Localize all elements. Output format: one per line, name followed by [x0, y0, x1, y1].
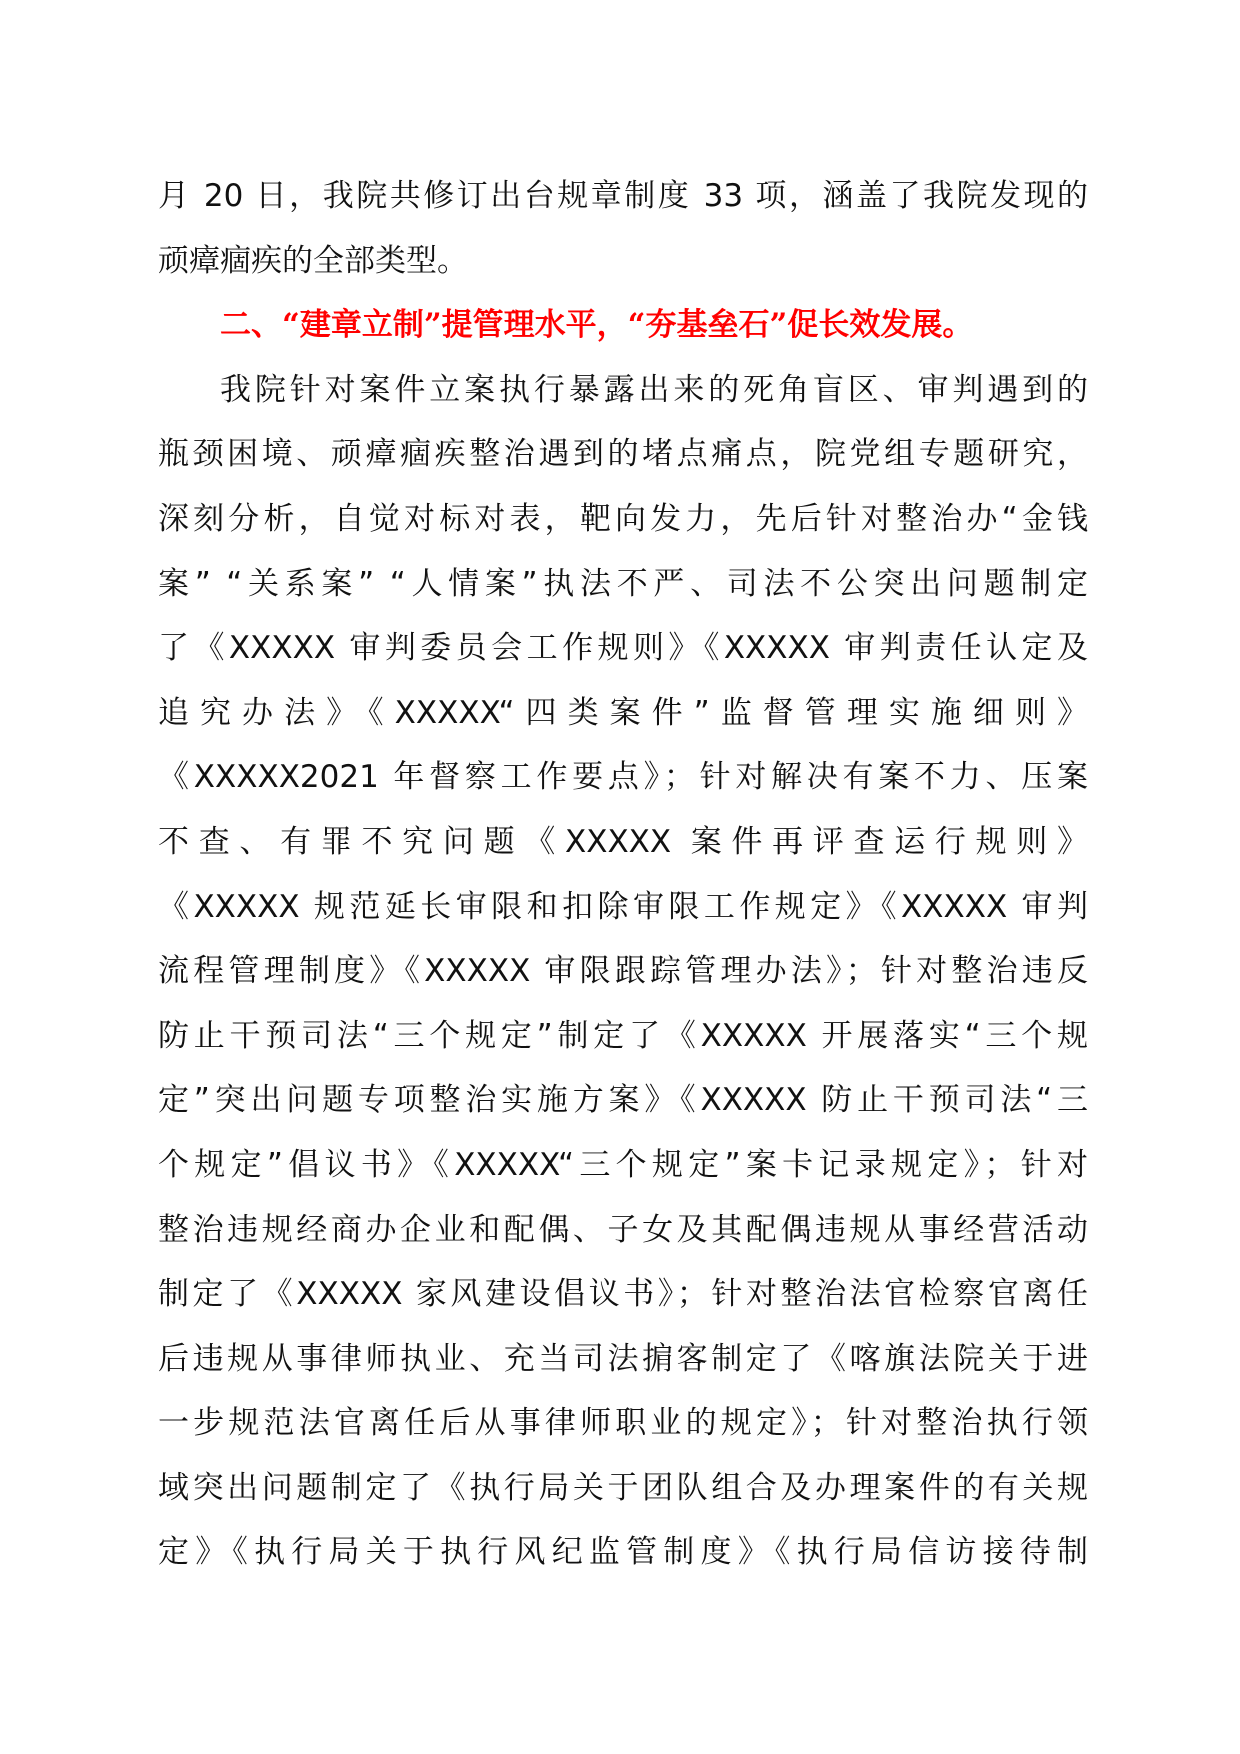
body-line: 月 20 日，我院共修订出台规章制度 33 项，涵盖了我院发现的 [158, 178, 1088, 214]
body-line: 一步规范法官离任后从事律师职业的规定》；针对整治执行领 [158, 1405, 1088, 1442]
body-line: 定》《执行局关于执行风纪监管制度》《执行局信访接待制 [158, 1534, 1088, 1571]
body-line: 追究办法》《XXXXX“四类案件”监督管理实施细则》 [158, 694, 1088, 731]
section-heading: 二、“建章立制”提管理水平，“夯基垒石”促长效发展。 [220, 307, 974, 344]
body-line: 顽瘴痼疾的全部类型。 [158, 242, 468, 279]
body-line: 后违规从事律师执业、充当司法掮客制定了《喀旗法院关于进 [158, 1340, 1088, 1377]
body-line: 个规定”倡议书》《XXXXX“三个规定”案卡记录规定》；针对 [158, 1146, 1088, 1183]
body-line: 防止干预司法“三个规定”制定了《XXXXX 开展落实“三个规 [158, 1017, 1088, 1054]
paragraph-first-line: 我院针对案件立案执行暴露出来的死角盲区、审判遇到的 [220, 371, 1088, 408]
body-line: 域突出问题制定了《执行局关于团队组合及办理案件的有关规 [158, 1469, 1088, 1506]
body-line: 《XXXXX2021 年督察工作要点》；针对解决有案不力、压案 [158, 759, 1088, 796]
body-line: 整治违规经商办企业和配偶、子女及其配偶违规从事经营活动 [158, 1211, 1088, 1248]
body-line: 案” “关系案” “人情案”执法不严、司法不公突出问题制定 [158, 565, 1088, 602]
body-line: 流程管理制度》《XXXXX 审限跟踪管理办法》；针对整治违反 [158, 953, 1088, 990]
body-line: 定”突出问题专项整治实施方案》《XXXXX 防止干预司法“三 [158, 1082, 1088, 1119]
body-line: 瓶颈困境、顽瘴痼疾整治遇到的堵点痛点，院党组专题研究， [158, 436, 1088, 473]
body-line: 《XXXXX 规范延长审限和扣除审限工作规定》《XXXXX 审判 [158, 888, 1088, 925]
document-body [158, 164, 1088, 1585]
body-line: 深刻分析，自觉对标对表，靶向发力，先后针对整治办“金钱 [158, 500, 1088, 537]
body-line: 了《XXXXX 审判委员会工作规则》《XXXXX 审判责任认定及 [158, 630, 1088, 667]
body-line: 制定了《XXXXX 家风建设倡议书》；针对整治法官检察官离任 [158, 1276, 1088, 1313]
body-line: 不查、有罪不究问题《XXXXX 案件再评查运行规则》 [158, 823, 1088, 860]
